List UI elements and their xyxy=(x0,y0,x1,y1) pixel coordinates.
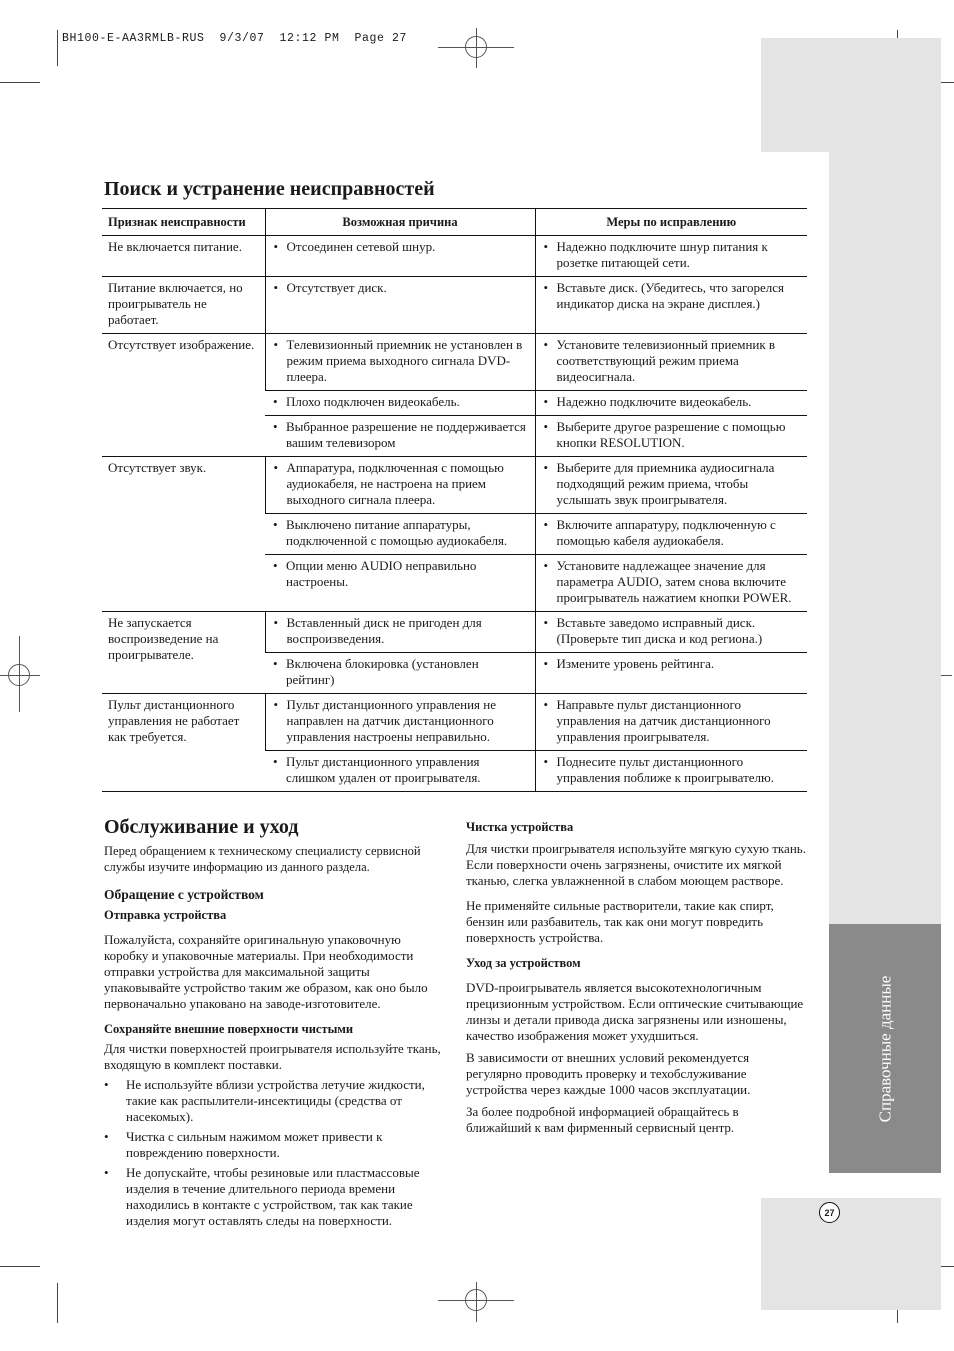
cause-text: • Выбранное разрешение не поддерживается вашим телевизором xyxy=(271,419,529,451)
fix-cell xyxy=(535,694,807,751)
fix-text: • Направьте пульт дистанционного управления на датчик дистанционного управления проигрывателя. xyxy=(542,697,802,745)
table-row xyxy=(102,236,807,277)
side-panel-middle xyxy=(829,152,941,924)
fix-cell xyxy=(535,514,807,555)
cause-text: • Плохо подключен видеокабель. xyxy=(271,394,529,410)
crop-mark xyxy=(0,82,40,83)
cause-text: • Включена блокировка (установлен рейтинг) xyxy=(271,656,529,688)
cause-cell xyxy=(265,555,535,612)
maintenance-title: Обслуживание и уход xyxy=(104,816,299,838)
symptom-cell: Не запускается воспроизведение на проигрывателе. xyxy=(102,612,265,694)
table-header-row xyxy=(102,209,807,236)
troubleshooting-title: Поиск и устранение неисправностей xyxy=(104,178,435,200)
fix-cell xyxy=(535,277,807,334)
fix-cell xyxy=(535,612,807,653)
shipping-title: Отправка устройства xyxy=(104,908,227,922)
clean-surfaces-text: Для чистки поверхностей проигрывателя используйте ткань, входящую в комплект поставки. xyxy=(104,1041,441,1072)
column-header-cause: Возможная причина xyxy=(265,209,535,236)
crop-mark xyxy=(0,1266,40,1267)
crop-mark xyxy=(57,1283,58,1323)
cause-cell xyxy=(265,334,535,391)
side-panel-bottom xyxy=(761,1198,941,1310)
cleaning-text-1: Для чистки проигрывателя используйте мягкую сухую ткань. Если поверхности очень загрязнены, очистите их мягкой тканью, слегка увлажненной в слабом моющем растворе. xyxy=(466,841,806,888)
cause-text: • Опции меню AUDIO неправильно настроены. xyxy=(271,558,529,590)
table-row xyxy=(102,694,807,751)
care-bullet-list xyxy=(104,1077,442,1229)
symptom-cell: Отсутствует звук. xyxy=(102,457,265,612)
print-header: BH100-E-AA3RMLB-RUS 9/3/07 12:12 PM Page 27 xyxy=(62,32,408,45)
fix-cell xyxy=(535,416,807,457)
care-text-2: В зависимости от внешних условий рекомендуется регулярно проводить проверку и техобслуживание устройства через каждые 1000 часов эксплуатации. xyxy=(466,1050,751,1097)
fix-text: • Выберите другое разрешение с помощью кнопки RESOLUTION. xyxy=(542,419,802,451)
cause-text: • Отсоединен сетевой шнур. xyxy=(272,239,529,255)
fix-text: • Вставьте заведомо исправный диск. (Проверьте тип диска и код региона.) xyxy=(542,615,802,647)
symptom-cell: Отсутствует изображение. xyxy=(102,334,265,457)
maintenance-right-column xyxy=(466,819,806,1136)
fix-cell xyxy=(535,751,807,792)
cause-cell xyxy=(265,514,535,555)
cause-text: • Пульт дистанционного управления не направлен на датчик дистанционного управления настроены неправильно. xyxy=(272,697,529,745)
cause-text: • Телевизионный приемник не установлен в режим приема выходного сигнала DVD-плеера. xyxy=(272,337,529,385)
list-item: • Не допускайте, чтобы резиновые или пластмассовые изделия в течение длительного периода времени находились в контакте с устройством, так как такие изделия могут оставлять следы на поверхности. xyxy=(104,1165,442,1229)
fix-text: • Надежно подключите видеокабель. xyxy=(542,394,802,410)
cause-text: • Вставленный диск не пригоден для воспроизведения. xyxy=(272,615,529,647)
crop-mark xyxy=(57,30,58,66)
side-panel-top xyxy=(761,38,941,152)
symptom-cell: Пульт дистанционного управления не работает как требуется. xyxy=(102,694,265,792)
fix-cell xyxy=(535,555,807,612)
fix-text: • Измените уровень рейтинга. xyxy=(542,656,802,672)
shipping-text: Пожалуйста, сохраняйте оригинальную упаковочную коробку и упаковочные материалы. При необходимости отправки устройства для максимальной защиты упаковывайте устройство таким же образом, как оно было первоначально упаковано на заводе-изготовителе. xyxy=(104,932,428,1011)
column-header-fix: Меры по исправлению xyxy=(535,209,807,236)
table-row xyxy=(102,334,807,391)
fix-text: • Вставьте диск. (Убедитесь, что загорелся индикатор диска на экране дисплея.) xyxy=(542,280,802,312)
care-text-3: За более подробной информацией обращайтесь в ближайший к вам фирменный сервисный центр. xyxy=(466,1104,739,1135)
list-item: • Не используйте вблизи устройства летучие жидкости, такие как распылители-инсектициды (средства от насекомых). xyxy=(104,1077,442,1125)
cause-cell xyxy=(265,391,535,416)
fix-cell xyxy=(535,334,807,391)
fix-text: • Включите аппаратуру, подключенную с помощью кабеля аудиокабеля. xyxy=(542,517,802,549)
handling-title: Обращение с устройством xyxy=(104,887,264,902)
cleaning-title: Чистка устройства xyxy=(466,820,574,834)
fix-cell xyxy=(535,236,807,277)
maintenance-left-column xyxy=(104,843,442,1233)
cause-cell xyxy=(265,653,535,694)
care-text-1: DVD-проигрыватель является высокотехнологичным прецизионным устройством. Если оптические считывающие линзы и детали привода диска загрязнены или изношены, качество изображения может ухудшиться. xyxy=(466,980,804,1043)
fix-cell xyxy=(535,457,807,514)
fix-text: • Установите телевизионный приемник в соответствующий режим приема видеосигнала. xyxy=(542,337,802,385)
fix-text: • Выберите для приемника аудиосигнала подходящий режим приема, чтобы услышать звук проигрывателя. xyxy=(542,460,802,508)
cause-text: • Аппаратура, подключенная с помощью аудиокабеля, не настроена на прием выходного сигнала плеера. xyxy=(272,460,529,508)
cause-cell xyxy=(265,416,535,457)
cause-text: • Выключено питание аппаратуры, подключенной с помощью аудиокабеля. xyxy=(271,517,529,549)
column-header-symptom: Признак неисправности xyxy=(102,209,265,236)
maintenance-intro: Перед обращением к техническому специалисту сервисной службы изучите информацию из данного раздела. xyxy=(104,844,421,874)
clean-surfaces-title: Сохраняйте внешние поверхности чистыми xyxy=(104,1022,354,1036)
fix-text: • Надежно подключите шнур питания к розетке питающей сети. xyxy=(542,239,802,271)
fix-text: • Поднесите пульт дистанционного управления поближе к проигрывателю. xyxy=(542,754,802,786)
table-row xyxy=(102,457,807,514)
list-item: • Чистка с сильным нажимом может привести к повреждению поверхности. xyxy=(104,1129,442,1161)
symptom-cell: Не включается питание. xyxy=(102,236,265,277)
cause-cell xyxy=(265,751,535,792)
fix-cell xyxy=(535,653,807,694)
care-title: Уход за устройством xyxy=(466,956,581,970)
cause-text: • Пульт дистанционного управления слишком удален от проигрывателя. xyxy=(271,754,529,786)
side-tab-label: Справочные данные xyxy=(875,975,894,1122)
cause-text: • Отсутствует диск. xyxy=(272,280,529,296)
troubleshooting-table xyxy=(102,208,807,792)
cause-cell xyxy=(265,236,535,277)
cleaning-text-2: Не применяйте сильные растворители, такие как спирт, бензин или разбавитель, так как они могут повредить поверхность устройства. xyxy=(466,898,774,945)
page-number: 27 xyxy=(819,1202,840,1223)
cause-cell xyxy=(265,277,535,334)
table-row xyxy=(102,612,807,653)
cause-cell xyxy=(265,612,535,653)
cause-cell xyxy=(265,457,535,514)
cause-cell xyxy=(265,694,535,751)
fix-text: • Установите надлежащее значение для параметра AUDIO, затем снова включите проигрыватель нажатием кнопки POWER. xyxy=(542,558,802,606)
fix-cell xyxy=(535,391,807,416)
symptom-cell: Питание включается, но проигрыватель не работает. xyxy=(102,277,265,334)
table-row xyxy=(102,277,807,334)
